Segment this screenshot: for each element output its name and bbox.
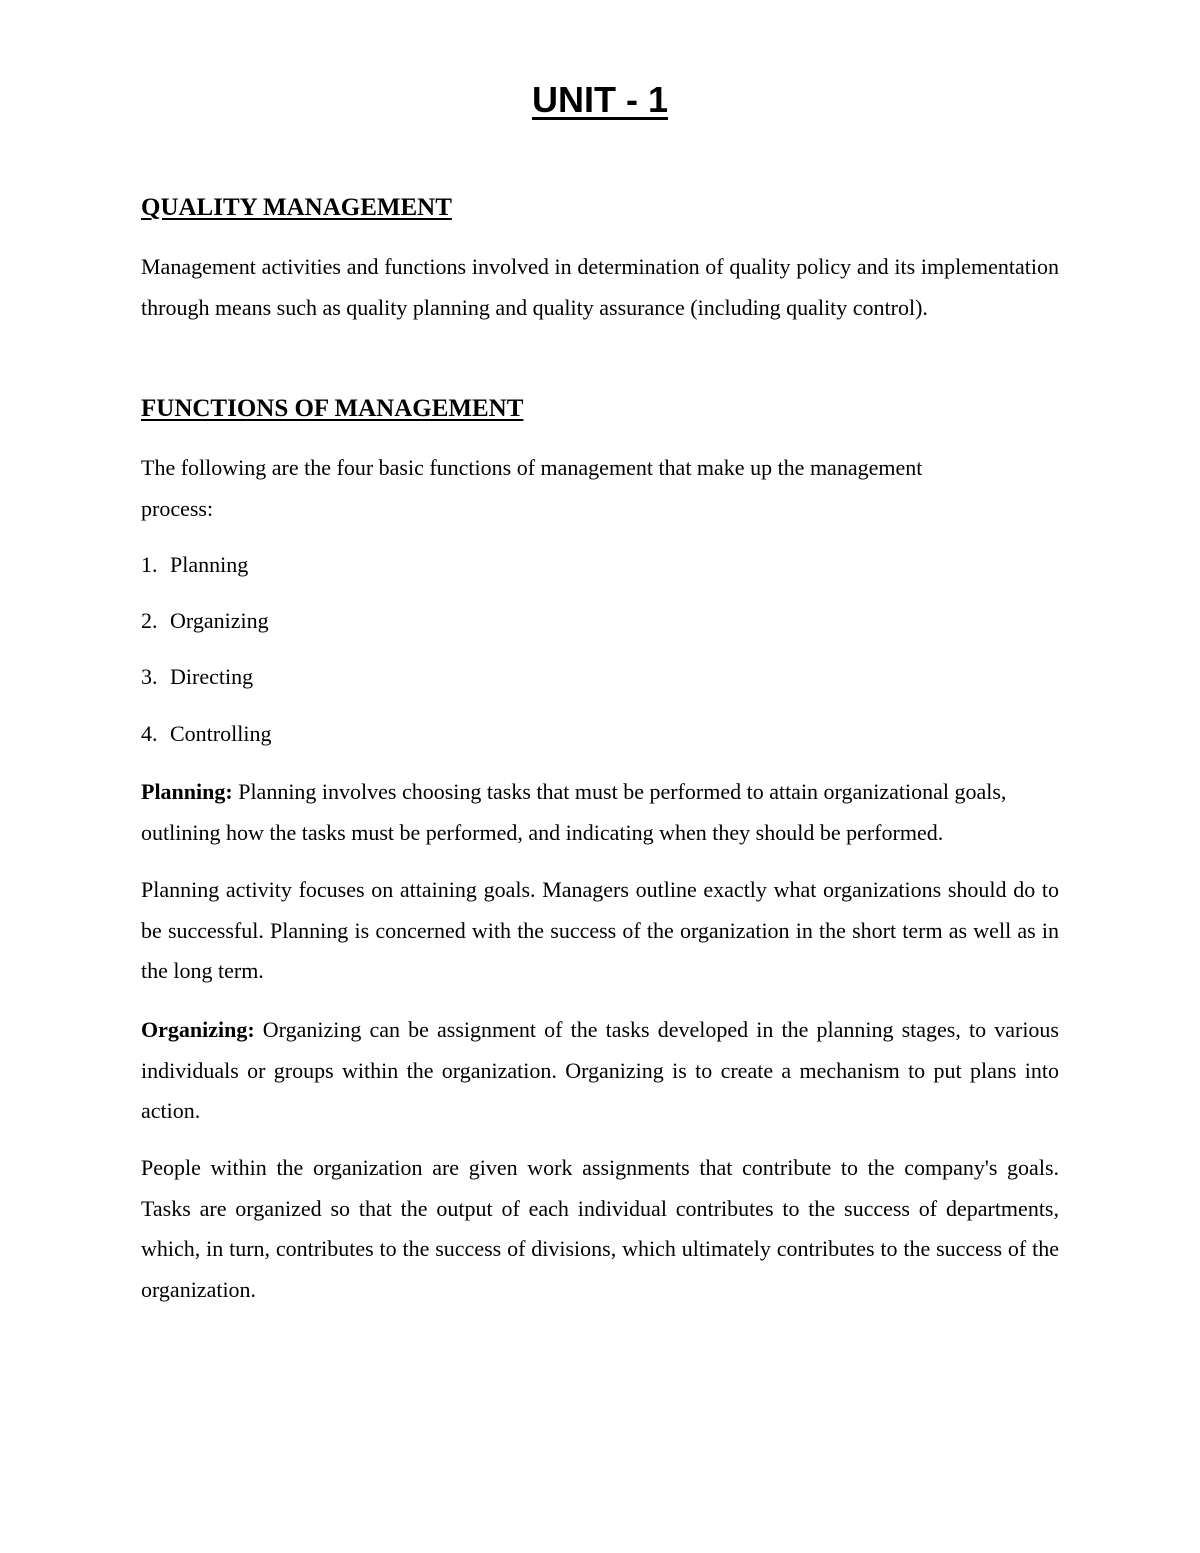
functions-intro-line-2: process: [141, 495, 214, 521]
organizing-paragraph [141, 1010, 1059, 1132]
planning-paragraph-2: Planning activity focuses on attaining goals. Managers outline exactly what organizations should do to be successful. Planning is concerned with the success of the organization in the short term as well as in the long term. [141, 877, 1059, 983]
functions-intro-line-1: The following are the four basic functions of management that make up the management [141, 455, 923, 480]
organizing-text: Organizing can be assignment of the tasks developed in the planning stages, to various individuals or groups within the organization. Organizing is to create a mechanism to put plans into action. [141, 1017, 1059, 1123]
list-label: Directing [170, 664, 254, 689]
list-label: Controlling [170, 721, 272, 746]
planning-text: Planning involves choosing tasks that must be performed to attain organizational goals, outlining how the tasks must be performed, and indicating when they should be performed. [141, 779, 1007, 845]
list-number: 1. [141, 552, 158, 577]
organizing-term: Organizing: [141, 1017, 255, 1042]
list-label: Planning [170, 552, 249, 577]
organizing-paragraph-2: People within the organization are given work assignments that contribute to the company's goals. Tasks are organized so that the output of each individual contributes to the success of departments, which, in turn, contributes to the success of divisions, which ultimately contributes to the success of the organization. [141, 1155, 1059, 1302]
list-number: 3. [141, 664, 158, 689]
list-item-directing [141, 662, 253, 692]
quality-management-paragraph: Management activities and functions involved in determination of quality policy and its implementation through means such as quality planning and quality assurance (including quality control). [141, 254, 1059, 320]
list-item-planning [141, 550, 248, 580]
list-number: 4. [141, 721, 158, 746]
page-title: UNIT - 1 [531, 79, 668, 120]
quality-management-heading: QUALITY MANAGEMENT [141, 194, 452, 221]
planning-term: Planning: [141, 779, 233, 804]
functions-intro-paragraph [141, 448, 1059, 529]
planning-paragraph [141, 772, 1059, 853]
list-item-organizing [141, 606, 269, 636]
list-label: Organizing [170, 608, 269, 633]
list-number: 2. [141, 608, 158, 633]
list-item-controlling [141, 719, 271, 749]
functions-of-management-heading: FUNCTIONS OF MANAGEMENT [141, 395, 524, 422]
